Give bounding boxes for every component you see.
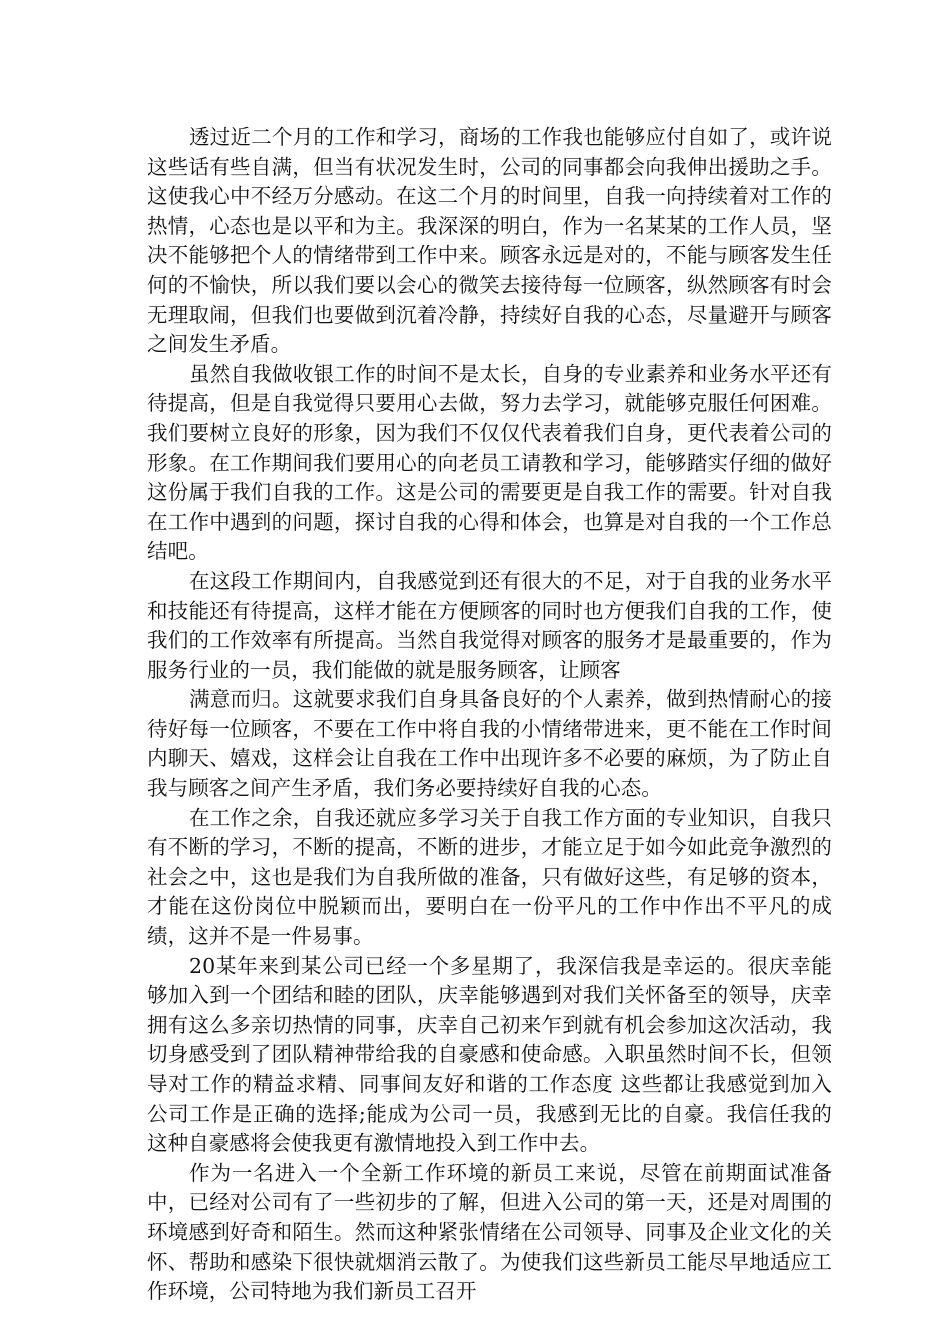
paragraph: 在这段工作期间内，自我感觉到还有很大的不足，对于自我的业务水平和技能还有待提高，这样才能在方便顾客的同时也方便我们自我的工作，使我们的工作效率有所提高。当然自我觉得对顾客的服务才是最重要的，作为服务行业的一员，我们能做的就是服务顾客，让顾客 (147, 568, 832, 682)
paragraph: 满意而归。这就要求我们自身具备良好的个人素养，做到热情耐心的接待好每一位顾客，不要在工作中将自我的小情绪带进来，更不能在工作时间内聊天、嬉戏，这样会让自我在工作中出现许多不必要的麻烦，为了防止自我与顾客之间产生矛盾，我们务必要持续好自我的心态。 (147, 687, 832, 801)
paragraph: 虽然自我做收银工作的时间不是太长，自身的专业素养和业务水平还有待提高，但是自我觉得只要用心去做，努力去学习，就能够克服任何困难。我们要树立良好的形象，因为我们不仅仅代表着我们自身，更代表着公司的形象。在工作期间我们要用心的向老员工请教和学习，能够踏实仔细的做好这份属于我们自我的工作。这是公司的需要更是自我工作的需要。针对自我在工作中遇到的问题，探讨自我的心得和体会，也算是对自我的一个工作总结吧。 (147, 361, 832, 564)
paragraph: 20某年来到某公司已经一个多星期了，我深信我是幸运的。很庆幸能够加入到一个团结和睦的团队，庆幸能够遇到对我们关怀备至的领导，庆幸拥有这么多亲切热情的同事，庆幸自己初来乍到就有机会参加这次活动，我切身感受到了团队精神带给我的自豪感和使命感。入职虽然时间不长，但领导对工作的精益求精、同事间友好和谐的工作态度 这些都让我感觉到加入公司工作是正确的选择;能成为公司一员，我感到无比的自豪。我信任我的这种自豪感将会使我更有激情地投入到工作中去。 (147, 953, 832, 1156)
document-body (147, 123, 832, 1307)
paragraph: 透过近二个月的工作和学习，商场的工作我也能够应付自如了，或许说这些话有些自满，但当有状况发生时，公司的同事都会向我伸出援助之手。这使我心中不经万分感动。在这二个月的时间里，自我一向持续着对工作的热情，心态也是以平和为主。我深深的明白，作为一名某某的工作人员，坚决不能够把个人的情绪带到工作中来。顾客永远是对的，不能与顾客发生任何的不愉快，所以我们要以会心的微笑去接待每一位顾客，纵然顾客有时会无理取闹，但我们也要做到沉着冷静，持续好自我的心态，尽量避开与顾客之间发生矛盾。 (147, 125, 832, 357)
paragraph: 作为一名进入一个全新工作环境的新员工来说，尽管在前期面试准备中，已经对公司有了一些初步的了解，但进入公司的第一天，还是对周围的环境感到好奇和陌生。然而这种紧张情绪在公司领导、同事及企业文化的关怀、帮助和感染下很快就烟消云散了。为使我们这些新员工能尽早地适应工作环境，公司特地为我们新员工召开 (147, 1160, 832, 1304)
paragraph: 在工作之余，自我还就应多学习关于自我工作方面的专业知识，自我只有不断的学习，不断的提高，不断的进步，才能立足于如今如此竞争激烈的社会之中，这也是我们为自我所做的准备，只有做好这些，有足够的资本，才能在这份岗位中脱颖而出，要明白在一份平凡的工作中作出不平凡的成绩，这并不是一件易事。 (147, 805, 832, 949)
